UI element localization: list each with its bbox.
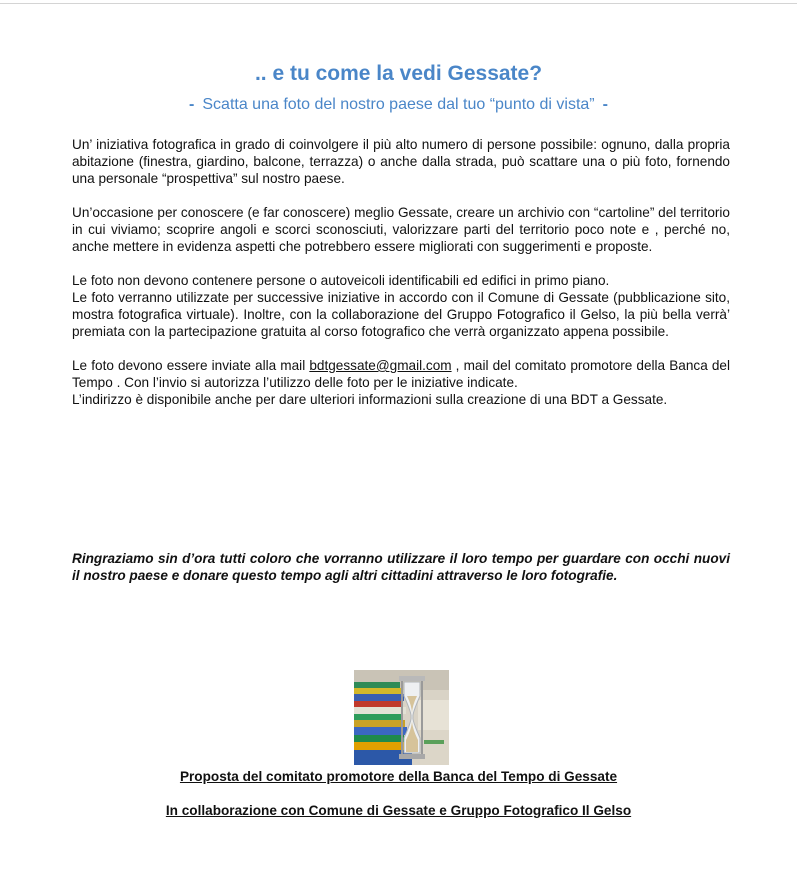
top-divider: [0, 3, 797, 4]
contact-text-before: Le foto devono essere inviate alla mail: [72, 358, 310, 373]
subtitle-text: Scatta una foto del nostro paese dal tuo “punto di vista”: [202, 96, 595, 113]
hourglass-books-photo: [354, 670, 449, 765]
document-body: [72, 136, 730, 425]
page-title: .. e tu come la vedi Gessate?: [254, 62, 543, 85]
rules-line-1: Le foto non devono contenere persone o autoveicoli identificabili ed edifici in primo piano.: [72, 273, 610, 288]
paragraph-rules: [72, 272, 730, 340]
paragraph-contact: [72, 357, 730, 408]
closing-thanks: Ringraziamo sin d’ora tutti coloro che vorranno utilizzare il loro tempo per guardare con occhi nuovi il nostro paese e donare questo tempo agli altri cittadini attraverso le loro fotografie.: [72, 551, 730, 583]
contact-line-2: L’indirizzo è disponibile anche per dare ulteriori informazioni sulla creazione di una BDT a Gessate.: [72, 392, 668, 407]
rules-line-2: Le foto verranno utilizzate per successive iniziative in accordo con il Comune di Gessate (pubblicazione sito, mostra fotografica virtuale). Inoltre, con la collaborazione del Gruppo Fotografico il Gelso, la più bella verrà’ premiata con la partecipazione gratuita al corso fotografico che verrà organizzato appena possibile.: [72, 290, 730, 339]
paragraph-initiative: Un’ iniziativa fotografica in grado di coinvolgere il più alto numero di persone possibile: ognuno, dalla propria abitazione (finestra, giardino, balcone, terrazza) o anche dalla strada, può scattare una o più foto, fornendo una personale “prospettiva” sul nostro paese.: [72, 137, 730, 186]
email-link[interactable]: bdtgessate@gmail.com: [309, 358, 452, 373]
hourglass-books-illustration: [354, 670, 449, 765]
subtitle-dash-left: -: [189, 96, 195, 113]
page-subtitle: [0, 96, 797, 114]
footer-proposal: Proposta del comitato promotore della Banca del Tempo di Gessate: [179, 769, 618, 784]
subtitle-dash-right: -: [602, 96, 608, 113]
footer-collaboration: In collaborazione con Comune di Gessate e Gruppo Fotografico Il Gelso: [165, 803, 632, 818]
contact-text-after: , mail del comitato promotore della Banca del Tempo . Con l’invio si autorizza l’utilizzo delle foto per le iniziative indicate.: [72, 358, 731, 390]
paragraph-opportunity: Un’occasione per conoscere (e far conoscere) meglio Gessate, creare un archivio con “cartoline” del territorio in cui viviamo; scoprire angoli e scorci sconosciuti, valorizzare parti del territorio poco note e , perché no, anche mettere in evidenza aspetti che potrebbero essere migliorati con suggerimenti e proposte.: [72, 205, 730, 254]
